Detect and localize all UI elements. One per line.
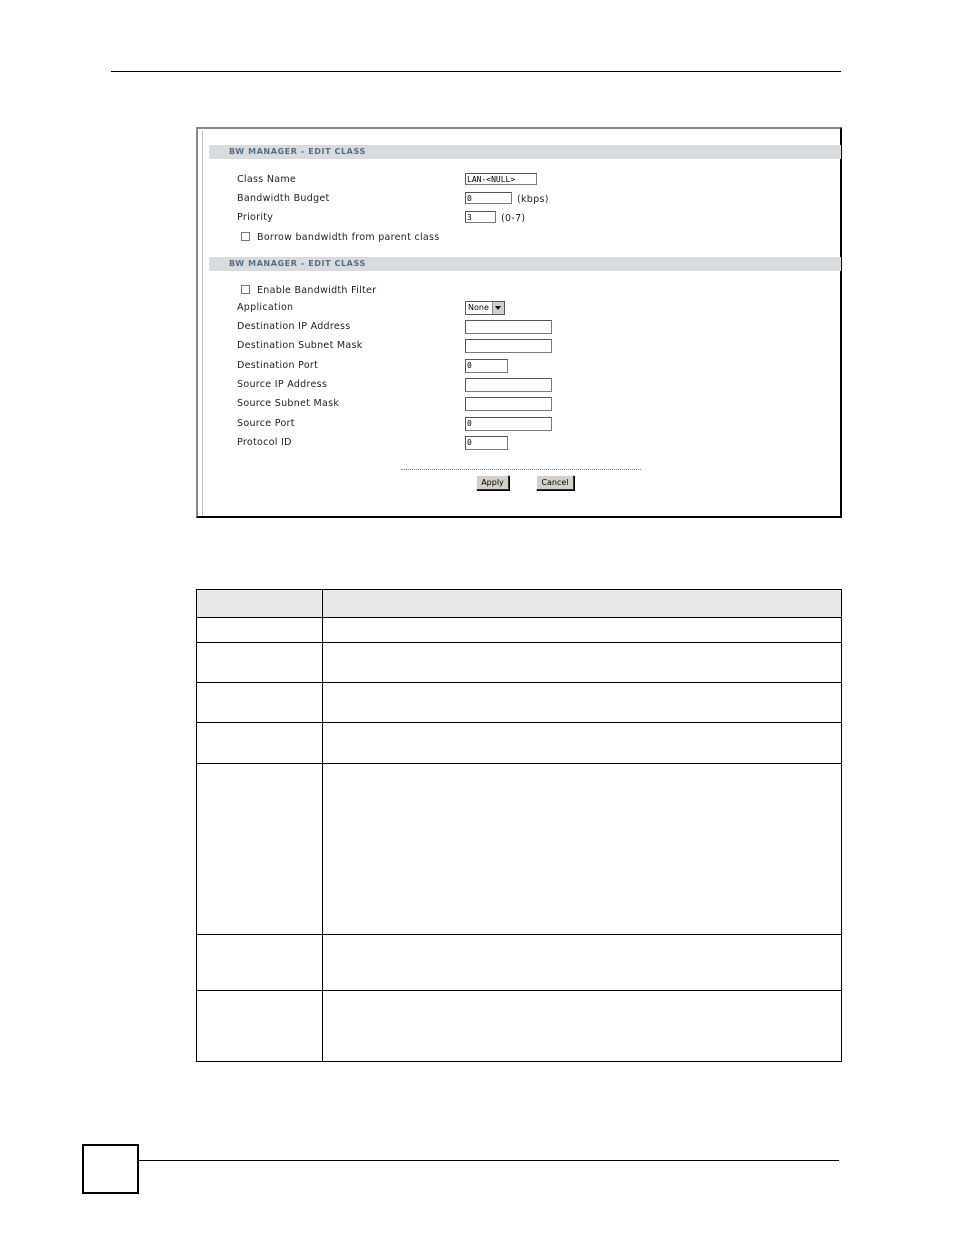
dest-ip-label: Destination IP Address bbox=[237, 321, 351, 332]
src-port-label: Source Port bbox=[237, 418, 295, 429]
divider bbox=[401, 469, 641, 470]
edit-class-screenshot bbox=[196, 127, 842, 518]
dest-mask-label: Destination Subnet Mask bbox=[237, 340, 363, 351]
table-row bbox=[197, 723, 842, 764]
borrow-bandwidth-label: Borrow bandwidth from parent class bbox=[257, 232, 440, 243]
chevron-down-icon[interactable] bbox=[492, 302, 504, 314]
table-header-cell bbox=[323, 590, 842, 618]
apply-button[interactable]: Apply bbox=[476, 475, 509, 490]
application-label: Application bbox=[237, 302, 294, 313]
bandwidth-budget-input[interactable]: 0 bbox=[465, 192, 512, 204]
page-number-box bbox=[82, 1144, 139, 1194]
dest-mask-input[interactable] bbox=[465, 339, 552, 353]
table-row bbox=[197, 764, 842, 935]
field-description-table bbox=[196, 589, 842, 1062]
table-row bbox=[197, 935, 842, 991]
priority-label: Priority bbox=[237, 212, 274, 223]
protocol-id-label: Protocol ID bbox=[237, 437, 292, 448]
table-row bbox=[197, 683, 842, 723]
src-ip-input[interactable] bbox=[465, 378, 552, 392]
dest-port-label: Destination Port bbox=[237, 360, 319, 371]
section-header-filter: BW MANAGER - EDIT CLASS bbox=[209, 257, 841, 271]
enable-filter-checkbox[interactable] bbox=[241, 285, 250, 294]
application-value: None bbox=[468, 303, 489, 312]
table-row bbox=[197, 643, 842, 683]
bandwidth-budget-label: Bandwidth Budget bbox=[237, 193, 330, 204]
enable-filter-label: Enable Bandwidth Filter bbox=[257, 285, 377, 296]
screen-inner bbox=[202, 131, 840, 516]
footer-rule bbox=[139, 1160, 839, 1161]
dest-port-input[interactable]: 0 bbox=[465, 359, 508, 373]
table-row bbox=[197, 991, 842, 1062]
dest-ip-input[interactable] bbox=[465, 320, 552, 334]
borrow-bandwidth-checkbox[interactable] bbox=[241, 232, 250, 241]
priority-input[interactable]: 3 bbox=[465, 211, 496, 223]
src-port-input[interactable]: 0 bbox=[465, 417, 552, 431]
class-name-input[interactable]: LAN-<NULL> bbox=[465, 173, 537, 185]
bandwidth-unit: (kbps) bbox=[517, 194, 549, 205]
table-row bbox=[197, 618, 842, 643]
cancel-button[interactable]: Cancel bbox=[536, 475, 574, 490]
section-header-class: BW MANAGER - EDIT CLASS bbox=[209, 145, 841, 159]
src-mask-input[interactable] bbox=[465, 397, 552, 411]
application-select[interactable] bbox=[465, 301, 505, 315]
src-ip-label: Source IP Address bbox=[237, 379, 328, 390]
protocol-id-input[interactable]: 0 bbox=[465, 436, 508, 450]
src-mask-label: Source Subnet Mask bbox=[237, 398, 340, 409]
table-header-cell bbox=[197, 590, 323, 618]
header-rule bbox=[111, 71, 841, 72]
table-header-row bbox=[197, 590, 842, 618]
class-name-label: Class Name bbox=[237, 174, 297, 185]
priority-range: (0-7) bbox=[501, 213, 526, 224]
